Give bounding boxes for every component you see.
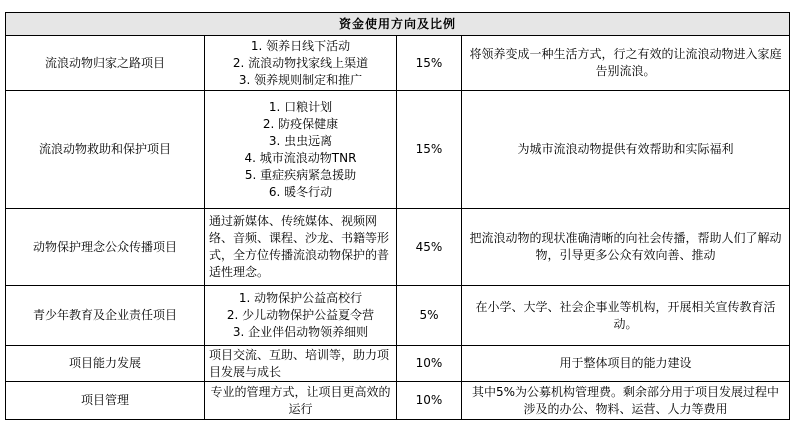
- description-cell[interactable]: 将领养变成一种生活方式，行之有效的让流浪动物进入家庭告别流浪。: [462, 36, 790, 91]
- project-name-cell[interactable]: 流浪动物归家之路项目: [6, 36, 205, 91]
- project-name-cell[interactable]: 青少年教育及企业责任项目: [6, 286, 205, 346]
- project-items-cell[interactable]: [205, 286, 397, 346]
- table-row: [6, 209, 790, 286]
- item-line: 2. 防疫保健康: [262, 116, 339, 131]
- item-line: 1. 领养日线下活动: [250, 38, 351, 53]
- project-items-cell[interactable]: 通过新媒体、传统媒体、视频网络、音频、课程、沙龙、书籍等形式，全方位传播流浪动物保护的普适性理念。: [205, 209, 397, 286]
- description-cell[interactable]: 在小学、大学、社会企事业等机构，开展相关宣传教育活动。: [462, 286, 790, 346]
- item-line: 6. 暖冬行动: [268, 184, 333, 199]
- project-items-cell[interactable]: 项目交流、互助、培训等，助力项目发展与成长: [205, 346, 397, 382]
- project-name-cell[interactable]: 动物保护理念公众传播项目: [6, 209, 205, 286]
- description-cell[interactable]: 用于整体项目的能力建设: [462, 346, 790, 382]
- description-cell[interactable]: 把流浪动物的现状准确清晰的向社会传播，帮助人们了解动物，引导更多公众有效向善、推动: [462, 209, 790, 286]
- table-row: [6, 346, 790, 382]
- item-line: 3. 企业伴侣动物领养细则: [232, 325, 369, 339]
- project-name-cell[interactable]: 项目管理: [6, 382, 205, 420]
- table-title[interactable]: 资金使用方向及比例: [6, 13, 790, 36]
- percent-cell[interactable]: 5%: [397, 286, 462, 346]
- item-line: 2. 流浪动物找家线上渠道: [232, 55, 369, 70]
- item-line: 4. 城市流浪动物TNR: [244, 150, 357, 165]
- item-line: 1. 口粮计划: [268, 99, 333, 114]
- percent-cell[interactable]: 15%: [397, 91, 462, 209]
- project-items-cell[interactable]: 专业的管理方式，让项目更高效的运行: [205, 382, 397, 420]
- percent-cell[interactable]: 15%: [397, 36, 462, 91]
- project-items-cell[interactable]: [205, 36, 397, 91]
- item-line: 3. 领养规则制定和推广: [238, 72, 363, 87]
- project-name-cell[interactable]: 流浪动物救助和保护项目: [6, 91, 205, 209]
- item-line: 2. 少儿动物保护公益夏令营: [226, 308, 375, 322]
- table-row: [6, 286, 790, 346]
- table-row: [6, 382, 790, 420]
- description-cell[interactable]: 为城市流浪动物提供有效帮助和实际福利: [462, 91, 790, 209]
- item-line: 3. 虫虫远离: [268, 133, 333, 148]
- percent-cell[interactable]: 10%: [397, 382, 462, 420]
- percent-cell[interactable]: 45%: [397, 209, 462, 286]
- project-items-cell[interactable]: [205, 91, 397, 209]
- table-row: [6, 36, 790, 91]
- title-row: [6, 13, 790, 36]
- fund-allocation-table: [5, 12, 790, 420]
- table-row: [6, 91, 790, 209]
- project-name-cell[interactable]: 项目能力发展: [6, 346, 205, 382]
- percent-cell[interactable]: 10%: [397, 346, 462, 382]
- item-line: 5. 重症疾病紧急援助: [244, 167, 357, 182]
- item-line: 1. 动物保护公益高校行: [238, 291, 363, 305]
- description-cell[interactable]: 其中5%为公募机构管理费。剩余部分用于项目发展过程中涉及的办公、物料、运营、人力等费用: [462, 382, 790, 420]
